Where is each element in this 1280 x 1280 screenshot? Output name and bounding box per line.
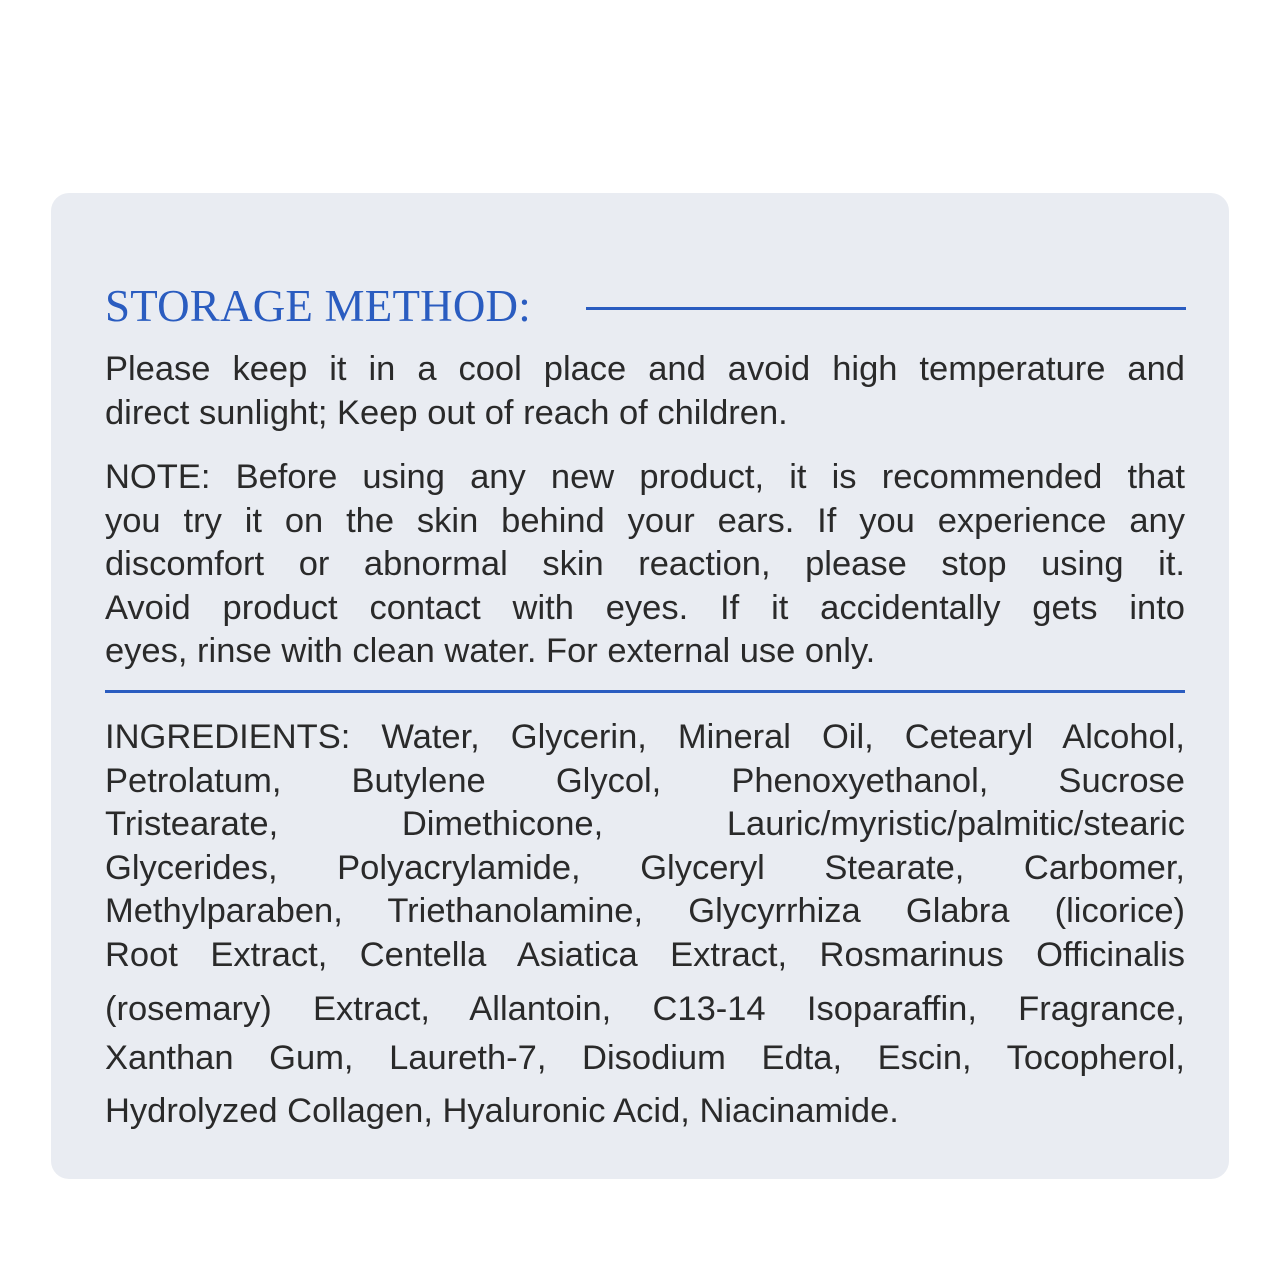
- ingredients-line: Xanthan Gum, Laureth-7, Disodium Edta, Escin, Tocopherol,: [105, 1039, 1185, 1077]
- section-divider: [105, 690, 1185, 693]
- storage-heading-row: [105, 280, 1185, 340]
- heading-rule: [586, 307, 1186, 310]
- ingredients-line: Glycerides, Polyacrylamide, Glyceryl Stearate, Carbomer,: [105, 848, 1185, 887]
- ingredients-line: Methylparaben, Triethanolamine, Glycyrrhiza Glabra (licorice): [105, 892, 1185, 930]
- storage-line: Please keep it in a cool place and avoid high temperature and: [105, 350, 1185, 388]
- note-line: eyes, rinse with clean water. For external use only.: [105, 632, 876, 670]
- note-line: NOTE: Before using any new product, it is recommended that: [105, 458, 1185, 496]
- ingredients-line: Tristearate, Dimethicone, Lauric/myristic/palmitic/stearic: [105, 805, 1185, 843]
- ingredients-line: Hydrolyzed Collagen, Hyaluronic Acid, Niacinamide.: [105, 1092, 899, 1130]
- storage-method-heading: STORAGE METHOD:: [105, 281, 531, 331]
- note-line: you try it on the skin behind your ears. If you experience any: [105, 501, 1185, 540]
- ingredients-line: INGREDIENTS: Water, Glycerin, Mineral Oil, Cetearyl Alcohol,: [105, 718, 1185, 756]
- ingredients-text: [105, 716, 1185, 1135]
- storage-text: [105, 348, 1185, 435]
- note-line: Avoid product contact with eyes. If it accidentally gets into: [105, 588, 1185, 627]
- note-text: [105, 456, 1185, 674]
- note-line: discomfort or abnormal skin reaction, please stop using it.: [105, 545, 1185, 583]
- ingredients-line: Petrolatum, Butylene Glycol, Phenoxyethanol, Sucrose: [105, 761, 1185, 800]
- ingredients-line: (rosemary) Extract, Allantoin, C13-14 Isoparaffin, Fragrance,: [105, 990, 1185, 1028]
- storage-line: direct sunlight; Keep out of reach of children.: [105, 393, 788, 432]
- ingredients-line: Root Extract, Centella Asiatica Extract, Rosmarinus Officinalis: [105, 935, 1185, 974]
